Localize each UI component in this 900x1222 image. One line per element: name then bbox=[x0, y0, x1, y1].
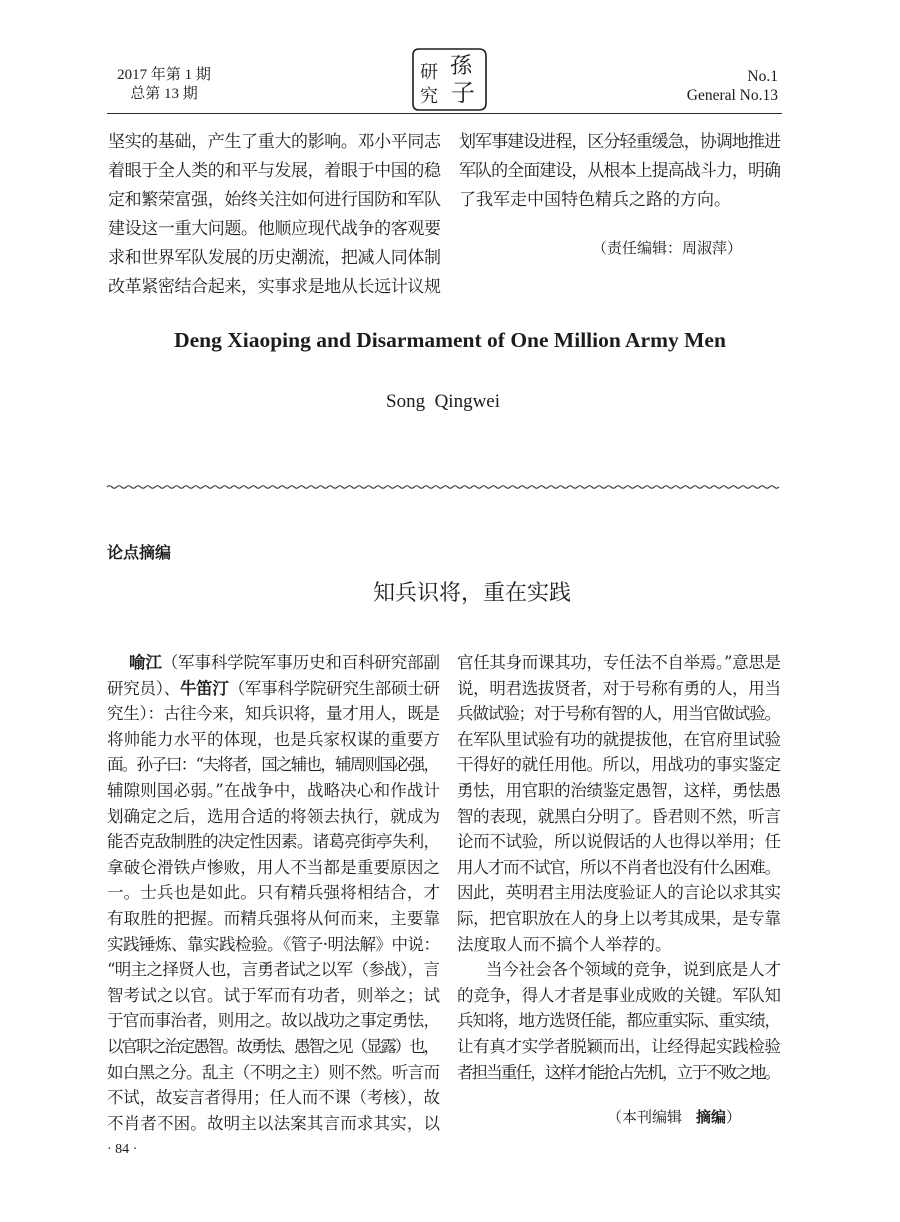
wavy-divider-line bbox=[107, 486, 779, 489]
previous-article-right-column bbox=[459, 128, 781, 215]
author-name: 牛笛汀 bbox=[179, 678, 229, 698]
logo-char: 研 bbox=[420, 62, 438, 83]
text-line bbox=[457, 855, 781, 881]
text-line bbox=[457, 676, 781, 702]
previous-article-left-column bbox=[108, 128, 441, 302]
text-line bbox=[107, 880, 440, 906]
text-line bbox=[457, 983, 781, 1009]
text-line bbox=[107, 727, 440, 753]
line-text: 官任其身而课其功，专任法不自举焉。”意思是 bbox=[457, 653, 781, 672]
author-name: 喻江 bbox=[129, 653, 162, 672]
text-line bbox=[459, 186, 781, 215]
text-line bbox=[107, 855, 440, 881]
author-affiliation: 研究员）、 bbox=[107, 678, 180, 698]
line-text: 了我军走中国特色精兵之路的方向。 bbox=[459, 190, 731, 210]
issue-number-en: No.1 bbox=[747, 68, 778, 85]
issue-info-cn bbox=[106, 66, 222, 104]
line-text bbox=[107, 676, 440, 702]
text-line bbox=[107, 932, 440, 958]
line-text: 能否克敌制胜的决定性因素。诸葛亮街亭失利， bbox=[107, 832, 440, 852]
line-text: 定和繁荣富强，始终关注如何进行国防和军队 bbox=[108, 190, 441, 210]
editor-note-action: 摘编 bbox=[696, 1108, 727, 1126]
text-line bbox=[107, 1111, 440, 1137]
text-line bbox=[107, 906, 440, 932]
text-line bbox=[457, 804, 781, 830]
text-line bbox=[457, 880, 781, 906]
line-text: 用人才而不试官，所以不肖者也没有什么困难。 bbox=[457, 857, 780, 877]
text-line bbox=[108, 215, 441, 244]
logo-char: 究 bbox=[420, 86, 438, 107]
editor-note-close: ） bbox=[726, 1108, 742, 1126]
total-issue-number-cn: 总第 13 期 bbox=[130, 86, 198, 102]
line-text: 实践锤炼、靠实践检验。《管子·明法解》中说： bbox=[107, 934, 440, 954]
text-line bbox=[107, 1060, 440, 1086]
line-text: 智考试之以官。试于军而有功者，则举之；试 bbox=[107, 985, 441, 1005]
section-label: 论点摘编 bbox=[107, 543, 172, 562]
issue-info-en bbox=[640, 67, 778, 105]
line-text: 划军事建设进程，区分轻重缓急，协调地推进 bbox=[459, 132, 781, 152]
text-line bbox=[457, 1034, 781, 1060]
line-text: “明主之择贤人也，言勇者试之以军（参战），言 bbox=[107, 960, 440, 980]
editor-note-open: （本刊编辑 bbox=[607, 1108, 683, 1126]
line-text: 说，明君选拔贤者，对于号称有勇的人，用当 bbox=[457, 678, 781, 698]
responsible-editor-note: （责任编辑：周淑萍） bbox=[592, 239, 743, 257]
journal-logo-seal bbox=[406, 44, 492, 114]
text-line bbox=[459, 157, 781, 186]
digest-right-column bbox=[457, 650, 781, 1085]
line-text: 一。士兵也是如此。只有精兵强将相结合，才 bbox=[107, 883, 441, 903]
line-text: 以官职之治定愚智。故勇怯、愚智之见（显露）也， bbox=[107, 1036, 438, 1056]
line-text: 让有真才实学者脱颖而出，让经得起实践检验 bbox=[457, 1036, 781, 1056]
text-line bbox=[107, 957, 440, 983]
line-text: 划确定之后，选用合适的将领去执行，就成为 bbox=[107, 806, 441, 826]
text-line bbox=[457, 778, 781, 804]
line-text: 当今社会各个领域的竞争，说到底是人才 bbox=[486, 960, 781, 980]
digest-editor-note bbox=[607, 1107, 741, 1127]
line-text bbox=[129, 650, 440, 676]
line-text: 的竞争，得人才者是事业成败的关键。军队知 bbox=[457, 985, 781, 1005]
line-text: 求和世界军队发展的历史潮流，把减人同体制 bbox=[108, 248, 441, 268]
author-affiliation: （军事科学院军事历史和百科研究部副 bbox=[161, 653, 440, 672]
text-line bbox=[108, 128, 441, 157]
text-line bbox=[457, 957, 781, 983]
text-line bbox=[457, 650, 781, 676]
text-line bbox=[107, 650, 440, 676]
text-line bbox=[107, 829, 440, 855]
logo-char: 孫 bbox=[449, 54, 473, 79]
text-line bbox=[457, 1008, 781, 1034]
text-line bbox=[457, 932, 781, 958]
journal-logo bbox=[406, 44, 492, 114]
text-line bbox=[457, 1060, 781, 1086]
english-author: Song Qingwei bbox=[386, 391, 500, 412]
text-line bbox=[457, 752, 781, 778]
logo-char: 子 bbox=[451, 79, 475, 107]
line-text: 拿破仑滑铁卢惨败，用人不当都是重要原因之 bbox=[107, 857, 441, 877]
issue-number-cn: 2017 年第 1 期 bbox=[117, 67, 211, 83]
text-line bbox=[107, 752, 440, 778]
line-text: 因此，英明君主用法度验证人的言论以求其实 bbox=[457, 883, 781, 903]
line-text: 究生）：古往今来，知兵识将，量才用人，既是 bbox=[107, 704, 440, 724]
line-text: 智的表现，就黑白分明了。昏君则不然，听言 bbox=[457, 806, 781, 826]
text-line bbox=[107, 676, 440, 702]
line-text: 际，把官职放在人的身上以考其成果，是专靠 bbox=[457, 908, 781, 928]
line-text: 在军队里试验有功的就提拔他，在官府里试验 bbox=[457, 729, 781, 749]
line-text: 法度取人而不搞个人举荐的。 bbox=[457, 934, 672, 954]
line-text: 者担当重任，这样才能抢占先机，立于不败之地。 bbox=[457, 1062, 780, 1082]
line-text: 改革紧密结合起来，实事求是地从长远计议规 bbox=[108, 277, 441, 297]
text-line bbox=[107, 983, 440, 1009]
english-title: Deng Xiaoping and Disarmament of One Million Army Men bbox=[174, 328, 726, 352]
line-text: 兵做试验；对于号称有智的人，用当官做试验。 bbox=[457, 704, 780, 724]
line-text: 有取胜的把握。而精兵强将从何而来，主要靠 bbox=[107, 908, 441, 928]
line-text: 坚实的基础，产生了重大的影响。邓小平同志 bbox=[108, 132, 441, 152]
line-text: 不肖者不困。故明主以法案其言而求其实，以 bbox=[107, 1113, 441, 1133]
text-line bbox=[107, 1008, 440, 1034]
line-text: 勇怯，用官职的治绩鉴定愚智，这样，勇怯愚 bbox=[457, 780, 781, 800]
text-line bbox=[457, 829, 781, 855]
line-text: 建设这一重大问题。他顺应现代战争的客观要 bbox=[108, 219, 441, 239]
text-line bbox=[108, 244, 441, 273]
text-line bbox=[457, 701, 781, 727]
total-issue-number-en: General No.13 bbox=[686, 87, 778, 104]
text-line bbox=[459, 128, 781, 157]
line-text: 面。孙子曰：“夫将者，国之辅也，辅周则国必强， bbox=[107, 755, 439, 775]
digest-left-column bbox=[107, 650, 440, 1136]
text-line bbox=[107, 1085, 440, 1111]
digest-title: 知兵识将，重在实践 bbox=[372, 581, 571, 606]
header-rule bbox=[107, 113, 782, 114]
text-line bbox=[108, 273, 441, 302]
text-line bbox=[457, 906, 781, 932]
line-text: 着眼于全人类的和平与发展，着眼于中国的稳 bbox=[108, 161, 441, 181]
text-line bbox=[107, 701, 440, 727]
line-text: 兵知将，地方选贤任能，都应重实际、重实绩， bbox=[457, 1011, 780, 1031]
text-line bbox=[107, 1034, 440, 1060]
wavy-divider bbox=[107, 483, 781, 491]
text-line bbox=[108, 157, 441, 186]
line-text: 干得好的就任用他。所以，用战功的事实鉴定 bbox=[457, 755, 781, 775]
line-text: 军队的全面建设，从根本上提高战斗力，明确 bbox=[459, 161, 781, 181]
line-text: 论而不试验，所以说假话的人也得以举用；任 bbox=[457, 832, 781, 852]
text-line bbox=[108, 186, 441, 215]
line-text: 如白黑之分。乱主（不明之主）则不然。听言而 bbox=[107, 1062, 440, 1082]
text-line bbox=[107, 804, 440, 830]
text-line bbox=[107, 778, 440, 804]
line-text: 于官而事治者，则用之。故以战功之事定勇怯， bbox=[107, 1011, 440, 1031]
author-affiliation: （军事科学院研究生部硕士研 bbox=[228, 678, 440, 698]
line-text: 将帅能力水平的体现，也是兵家权谋的重要方 bbox=[107, 729, 441, 749]
page-number: · 84 · bbox=[107, 1142, 138, 1157]
line-text: 辅隙则国必弱。”在战争中，战略决心和作战计 bbox=[107, 780, 441, 800]
text-line bbox=[457, 727, 781, 753]
line-text: 不试，故妄言者得用；任人而不课（考核），故 bbox=[107, 1088, 440, 1108]
